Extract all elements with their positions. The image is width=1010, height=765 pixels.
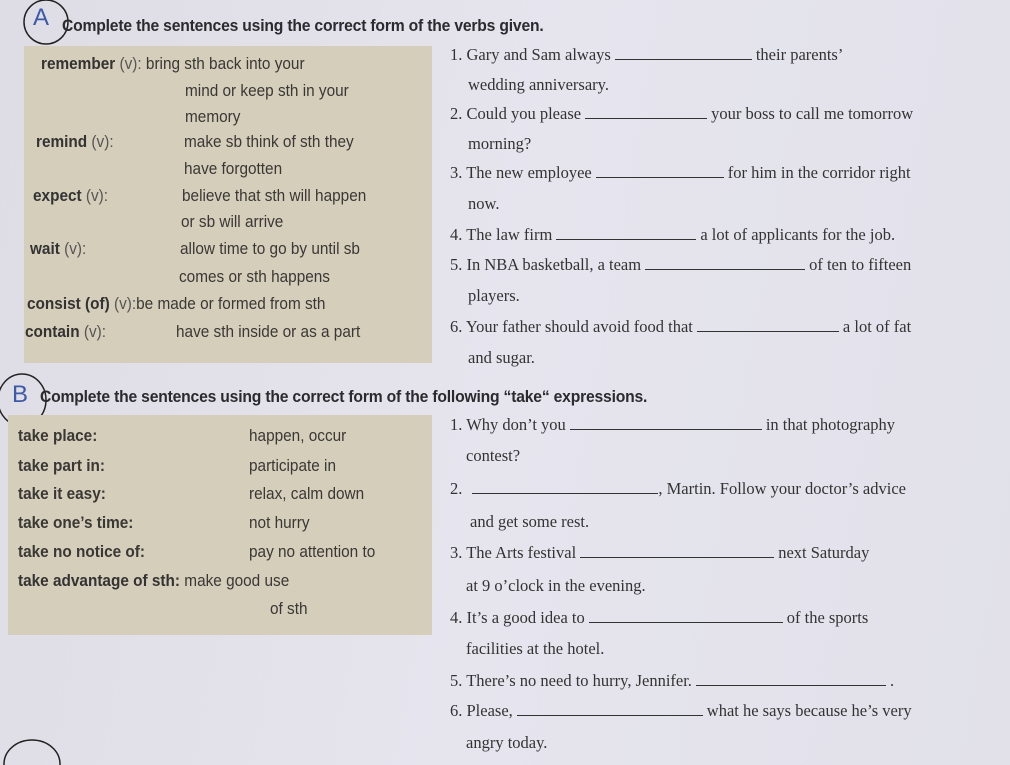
glossary-term: expect (v): xyxy=(33,187,109,205)
section-b-letter: B xyxy=(12,381,29,408)
exercise-b-item-1-cont: contest? xyxy=(466,446,521,465)
exercise-a-item-4: 4. The law firm a lot of applicants for the job. xyxy=(450,225,896,244)
exercise-a-item-2: 2. Could you please your boss to call me tomorrow xyxy=(450,104,914,123)
answer-blank[interactable] xyxy=(556,227,696,240)
exercise-b-item-2-cont: and get some rest. xyxy=(470,512,590,531)
answer-blank[interactable] xyxy=(696,673,886,686)
glossary-def: mind or keep sth in your xyxy=(185,82,349,100)
glossary-term: wait (v): xyxy=(30,240,87,258)
glossary-def: relax, calm down xyxy=(249,485,365,503)
answer-blank[interactable] xyxy=(645,257,805,270)
glossary-def: happen, occur xyxy=(249,427,347,445)
answer-blank[interactable] xyxy=(615,47,752,60)
glossary-def: make sb think of sth they xyxy=(184,133,354,151)
glossary-def: pay no attention to xyxy=(249,543,376,561)
answer-blank[interactable] xyxy=(585,106,707,119)
glossary-def: comes or sth happens xyxy=(179,268,330,286)
exercise-b-item-1: 1. Why don’t you in that photography xyxy=(450,415,896,434)
glossary-term: take no notice of: xyxy=(18,543,146,561)
exercise-b-item-4-cont: facilities at the hotel. xyxy=(466,639,605,658)
glossary-def: memory xyxy=(185,108,241,126)
section-b-instruction: Complete the sentences using the correct form of the following “take“ expressions. xyxy=(40,388,648,406)
glossary-term: take part in: xyxy=(18,457,105,475)
exercise-b-item-3-cont: at 9 o’clock in the evening. xyxy=(466,576,646,595)
glossary-def: believe that sth will happen xyxy=(182,187,367,205)
answer-blank[interactable] xyxy=(596,165,724,178)
section-a-letter: A xyxy=(33,4,50,31)
exercise-b-item-3: 3. The Arts festival next Saturday xyxy=(450,543,870,562)
glossary-def: not hurry xyxy=(249,514,310,532)
glossary-term: remember (v): bring sth back into your xyxy=(41,55,305,73)
section-a-instruction: Complete the sentences using the correct form of the verbs given. xyxy=(62,17,544,35)
glossary-def: have sth inside or as a part xyxy=(176,323,361,341)
glossary-term: take one’s time: xyxy=(18,514,134,532)
exercise-b-item-6: 6. Please, what he says because he’s very xyxy=(450,701,912,720)
exercise-a-item-3: 3. The new employee for him in the corridor right xyxy=(450,163,911,182)
glossary-term: consist (of) (v):be made or formed from sth xyxy=(27,295,326,313)
exercise-b-item-2: 2. , Martin. Follow your doctor’s advice xyxy=(450,479,906,498)
exercise-a-item-5: 5. In NBA basketball, a team of ten to fifteen xyxy=(450,255,912,274)
answer-blank[interactable] xyxy=(570,417,762,430)
exercise-b-item-6-cont: angry today. xyxy=(466,733,548,752)
answer-blank[interactable] xyxy=(589,610,783,623)
glossary-def: or sb will arrive xyxy=(181,213,284,231)
hand-drawn-circle-c xyxy=(0,728,70,765)
glossary-def: have forgotten xyxy=(184,160,283,178)
exercise-a-item-2-cont: morning? xyxy=(468,134,532,153)
exercise-b-item-5: 5. There’s no need to hurry, Jennifer. . xyxy=(450,671,895,690)
glossary-def: allow time to go by until sb xyxy=(180,240,360,258)
glossary-term: take it easy: xyxy=(18,485,106,503)
answer-blank[interactable] xyxy=(517,703,703,716)
glossary-term: take place: xyxy=(18,427,98,445)
exercise-a-item-1: 1. Gary and Sam always their parents’ xyxy=(450,45,844,64)
glossary-def: of sth xyxy=(270,600,308,618)
exercise-a-item-1-cont: wedding anniversary. xyxy=(468,75,609,94)
exercise-b-item-4: 4. It’s a good idea to of the sports xyxy=(450,608,869,627)
exercise-a-item-6: 6. Your father should avoid food that a lot of fat xyxy=(450,317,912,336)
glossary-def: participate in xyxy=(249,457,337,475)
answer-blank[interactable] xyxy=(580,545,774,558)
answer-blank[interactable] xyxy=(697,319,839,332)
glossary-term: remind (v): xyxy=(36,133,114,151)
answer-blank[interactable] xyxy=(472,481,658,494)
exercise-a-item-5-cont: players. xyxy=(468,286,520,305)
glossary-term: contain (v): xyxy=(25,323,106,341)
exercise-a-item-6-cont: and sugar. xyxy=(468,348,535,367)
exercise-a-item-3-cont: now. xyxy=(468,194,500,213)
glossary-term: take advantage of sth: make good use xyxy=(18,572,290,590)
